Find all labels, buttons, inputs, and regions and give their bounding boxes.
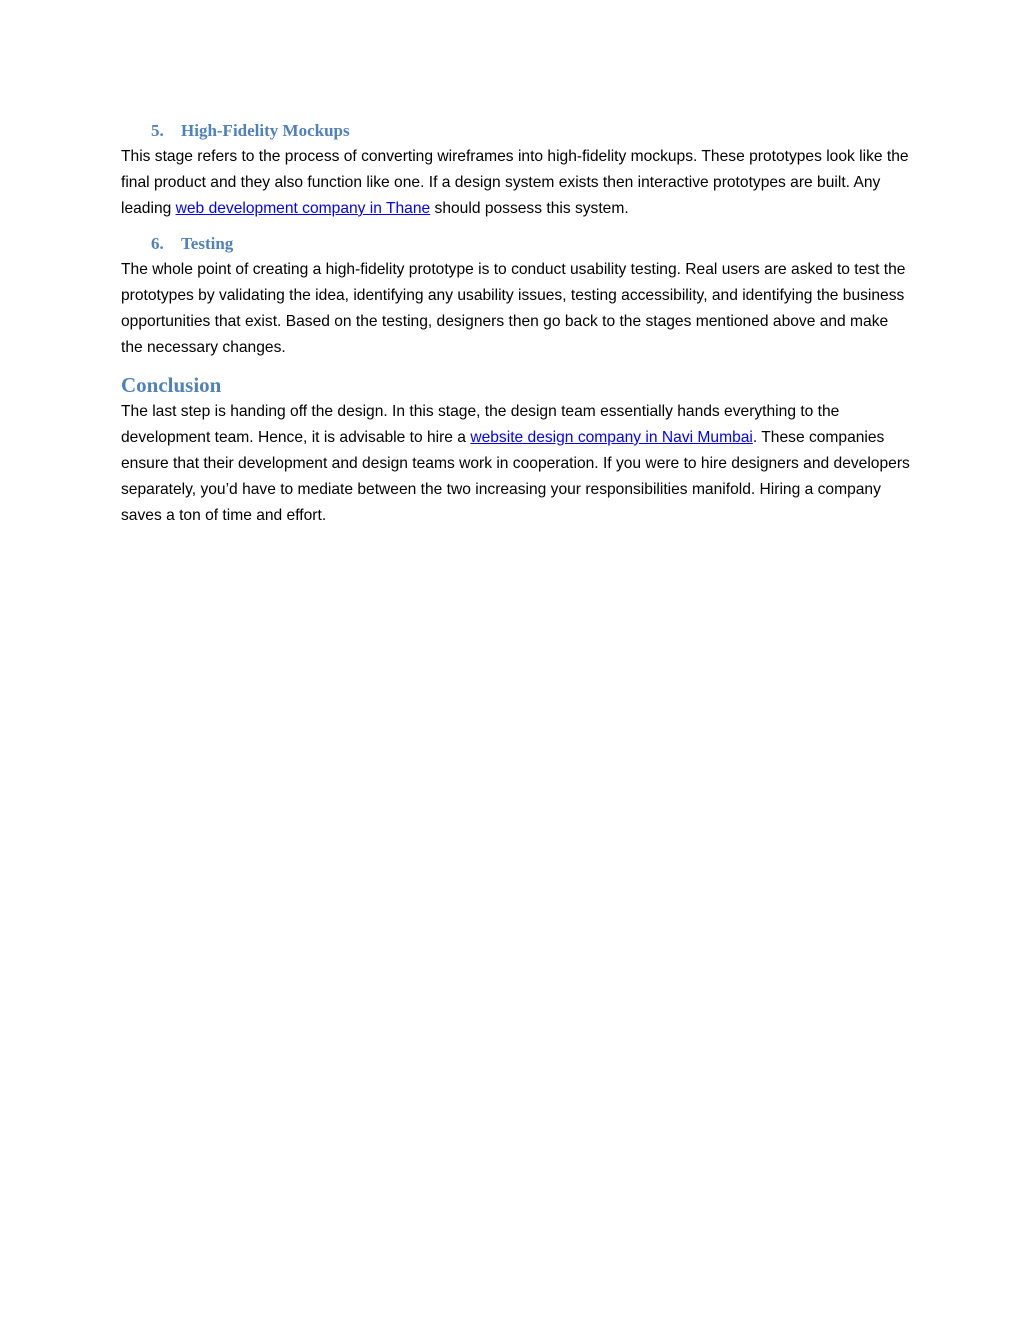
section-heading-high-fidelity-mockups bbox=[121, 118, 911, 144]
paragraph-text: This stage refers to the process of converting wireframes into high-fidelity mockups. These prototypes look like the final product and they also function like one. If a design system exists then interactive prototypes are built. Any leading bbox=[121, 148, 909, 217]
section-number: 6. bbox=[151, 234, 164, 253]
section-paragraph-high-fidelity-mockups bbox=[121, 144, 911, 222]
section-heading-testing bbox=[121, 231, 911, 257]
website-design-company-link[interactable]: website design company in Navi Mumbai bbox=[470, 429, 753, 446]
web-development-company-link[interactable]: web development company in Thane bbox=[175, 200, 431, 217]
section-title: Testing bbox=[181, 234, 234, 253]
page-content bbox=[121, 118, 911, 529]
section-title: High-Fidelity Mockups bbox=[181, 121, 350, 140]
section-paragraph-testing: The whole point of creating a high-fidelity prototype is to conduct usability testing. Real users are asked to test the prototypes by validating the idea, identifying any usability issues, testing accessibility, and identifying the business opportunities that exist. Based on the testing, designers then go back to the stages mentioned above and make the necessary changes. bbox=[121, 261, 906, 356]
section-number: 5. bbox=[151, 121, 164, 140]
paragraph-text: The last step is handing off the design. In this stage, the design team essentially hands everything to the development team. Hence, it is advisable to hire a bbox=[121, 403, 840, 446]
paragraph-text: . These companies ensure that their development and design teams work in cooperation. If you were to hire designers and developers separately, you’d have to mediate between the two increasing your responsibilities manifold. Hiring a company saves a ton of time and effort. bbox=[121, 429, 910, 524]
conclusion-heading: Conclusion bbox=[121, 373, 222, 397]
paragraph-text: should possess this system. bbox=[430, 200, 629, 217]
conclusion-paragraph bbox=[121, 399, 911, 529]
